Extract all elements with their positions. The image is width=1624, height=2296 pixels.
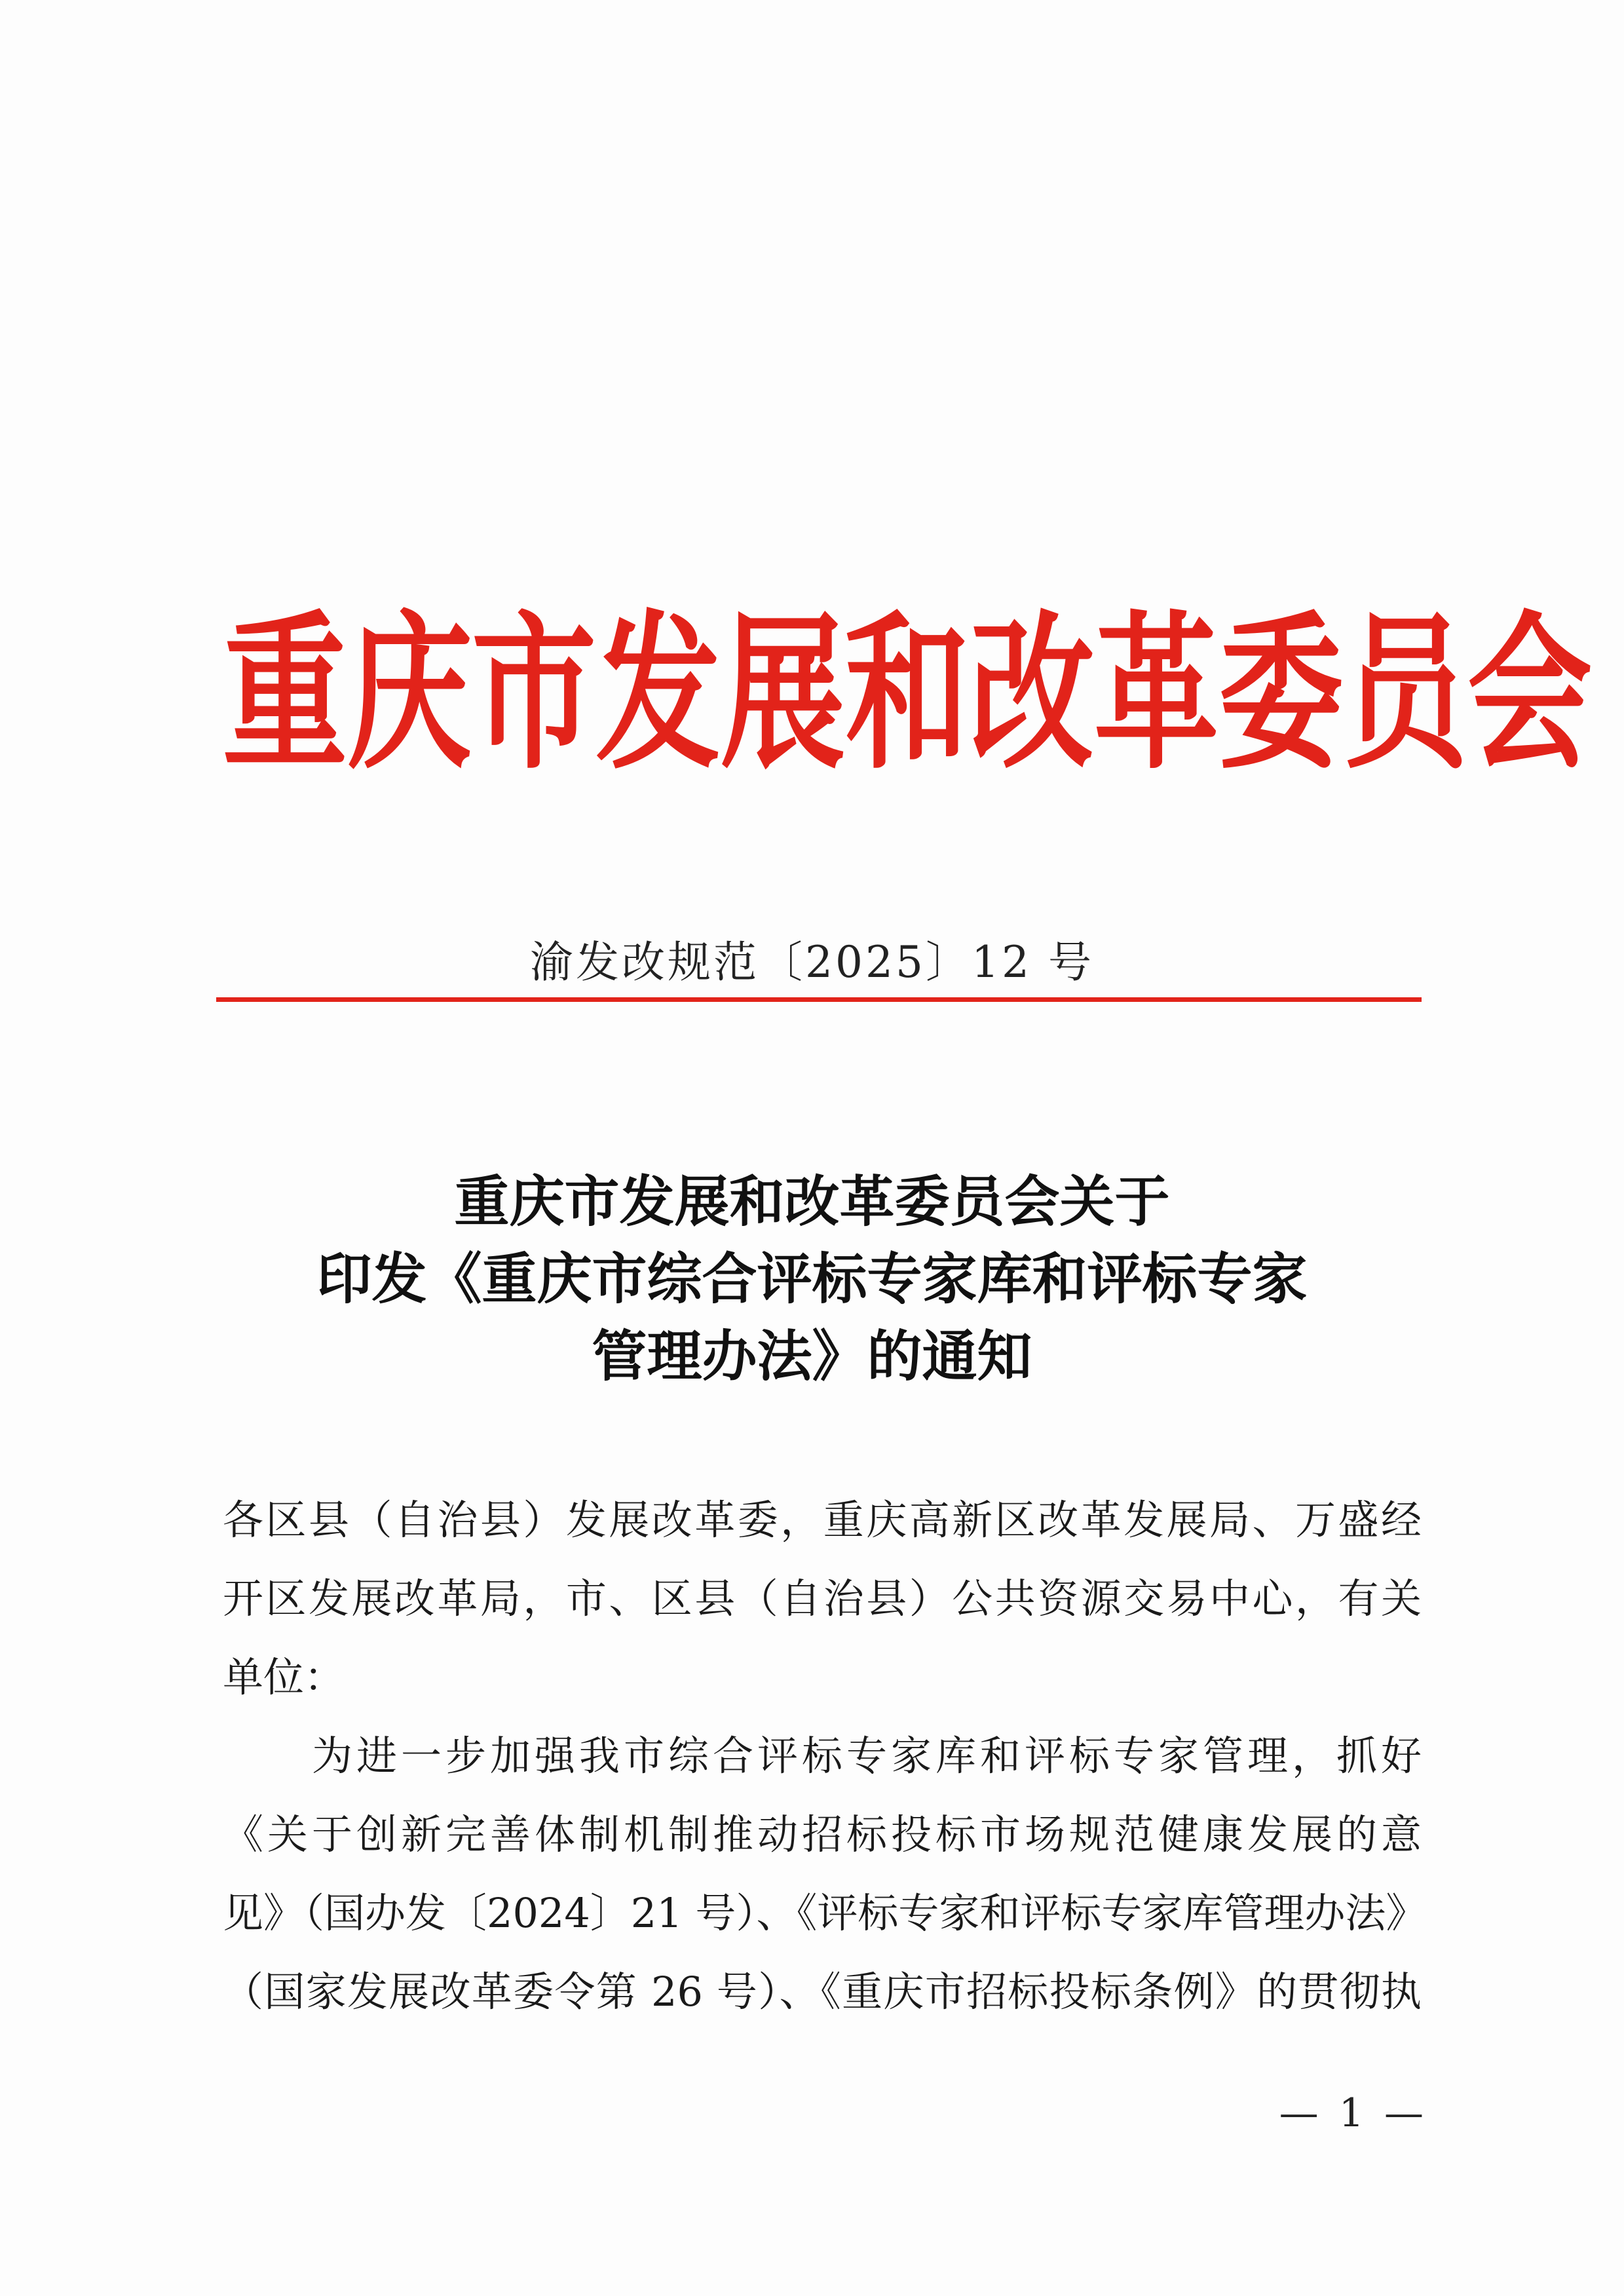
paragraph-1 — [223, 1717, 1427, 2031]
addressee-block — [223, 1481, 1422, 1717]
letterhead-char: 和 — [845, 596, 970, 792]
document-body — [223, 1481, 1427, 2031]
letterhead-char: 委 — [1218, 596, 1344, 792]
letterhead-char: 会 — [1467, 596, 1593, 792]
letterhead-char: 展 — [721, 596, 846, 792]
addressee-line: 各区县（自治县）发展改革委，重庆高新区改革发展局、万盛经 — [223, 1496, 1422, 1544]
letterhead-char: 庆 — [347, 596, 472, 792]
letterhead-title — [223, 590, 1593, 799]
letterhead-char: 发 — [596, 596, 721, 792]
paragraph-line: （国家发展改革委令第 26 号）、《重庆市招标投标条例》的贯彻执 — [223, 1968, 1422, 2016]
title-line-3: 管理办法》的通知 — [592, 1324, 1032, 1388]
letterhead-char: 革 — [1094, 596, 1219, 792]
addressee-line: 开区发展改革局，市、区县（自治县）公共资源交易中心，有关 — [223, 1575, 1422, 1622]
addressee-line: 单位： — [223, 1653, 345, 1701]
document-title — [0, 1163, 1624, 1395]
document-number: 渝发改规范〔2025〕12 号 — [530, 937, 1094, 987]
red-divider-line — [216, 997, 1422, 1002]
paragraph-line: 《关于创新完善体制机制推动招标投标市场规范健康发展的意 — [223, 1810, 1422, 1858]
letterhead-char: 市 — [472, 596, 597, 792]
title-line-1: 重庆市发展和改革委员会关于 — [454, 1170, 1170, 1234]
letterhead-char: 员 — [1343, 596, 1468, 792]
paragraph-line: 见》（国办发〔2024〕21 号）、《评标专家和评标专家库管理办法》 — [223, 1889, 1427, 1937]
letterhead-char: 重 — [223, 596, 348, 792]
page-number: — 1 — — [1279, 2090, 1427, 2136]
title-line-2: 印发《重庆市综合评标专家库和评标专家 — [316, 1247, 1308, 1311]
letterhead-char: 改 — [970, 596, 1095, 792]
paragraph-line: 为进一步加强我市综合评标专家库和评标专家管理，抓好 — [223, 1732, 1422, 1780]
